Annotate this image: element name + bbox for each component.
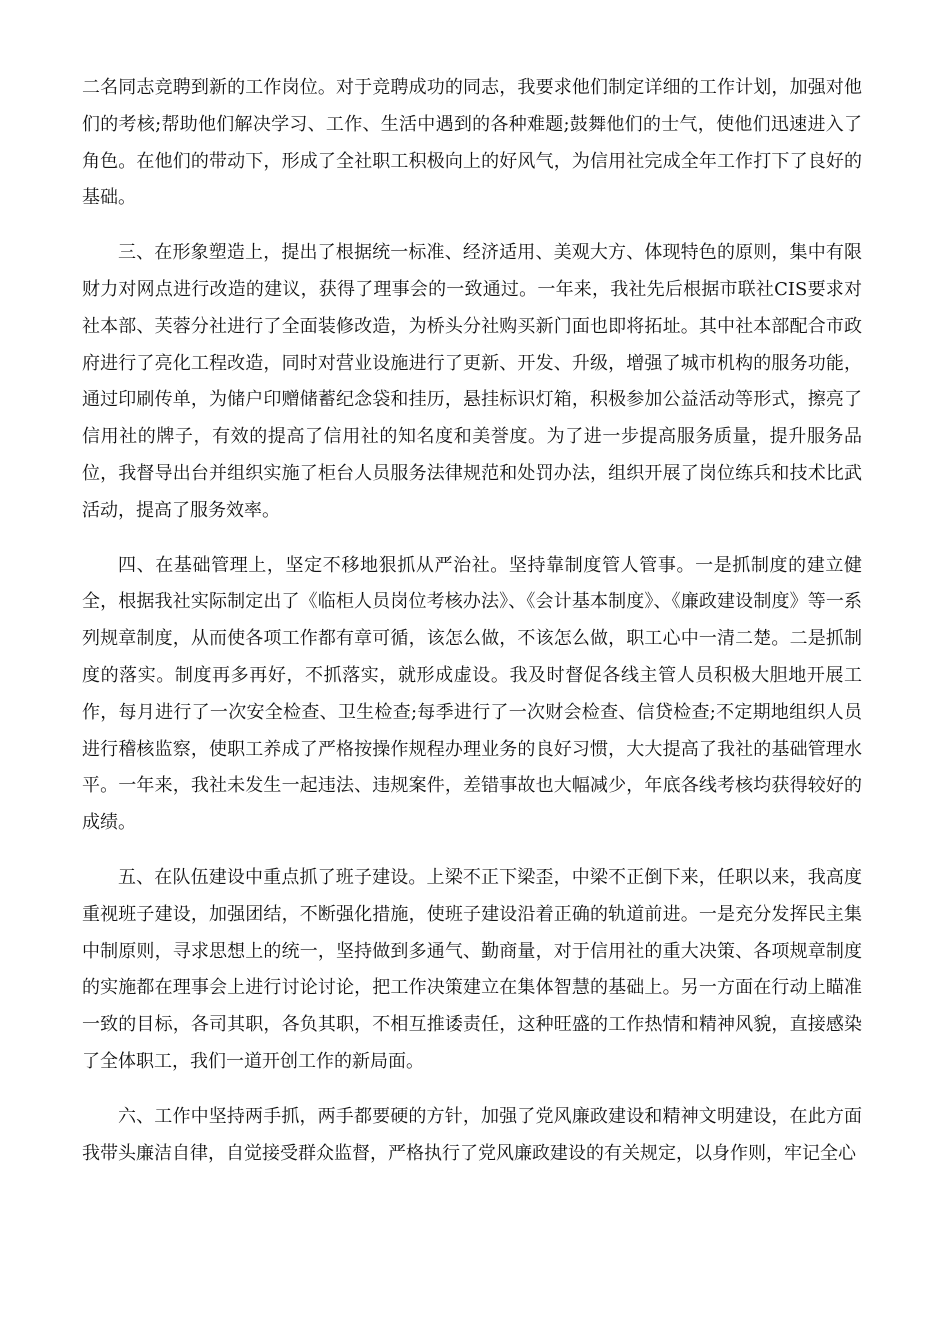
paragraph-basic-management: 四、在基础管理上，坚定不移地狠抓从严治社。坚持靠制度管人管事。一是抓制度的建立健全，根据我社实际制定出了《临柜人员岗位考核办法》、《会计基本制度》、《廉政建设制度》等一系列规章制度，从而使各项工作都有章可循，该怎么做，不该怎么做，职工心中一清二楚。二是抓制度的落实。制度再多再好，不抓落实，就形成虚设。我及时督促各线主管人员积极大胆地开展工作，每月进行了一次安全检查、卫生检查;每季进行了一次财会检查、信贷检查;不定期地组织人员进行稽核监察，使职工养成了严格按操作规程办理业务的良好习惯，大大提高了我社的基础管理水平。一年来，我社未发生一起违法、违规案件，差错事故也大幅减少，年底各线考核均获得较好的成绩。 [82, 554, 862, 834]
paragraph-image-building: 三、在形象塑造上，提出了根据统一标准、经济适用、美观大方、体现特色的原则，集中有限财力对网点进行改造的建议，获得了理事会的一致通过。一年来，我社先后根据市联社CIS要求对社本部、芙蓉分社进行了全面装修改造，为桥头分社购买新门面也即将拓址。其中社本部配合市政府进行了亮化工程改造，同时对营业设施进行了更新、开发、升级，增强了城市机构的服务功能，通过印刷传单，为储户印赠储蓄纪念袋和挂历，悬挂标识灯箱，积极参加公益活动等形式，擦亮了信用社的牌子，有效的提高了信用社的知名度和美誉度。为了进一步提高服务质量，提升服务品位，我督导出台并组织实施了柜台人员服务法律规范和处罚办法，组织开展了岗位练兵和技术比武活动，提高了服务效率。 [82, 242, 862, 521]
paragraph-continuation: 二名同志竞聘到新的工作岗位。对于竞聘成功的同志，我要求他们制定详细的工作计划，加强对他们的考核;帮助他们解决学习、工作、生活中遇到的各种难题;鼓舞他们的士气，使他们迅速进入了角色。在他们的带动下，形成了全社职工积极向上的好风气，为信用社完成全年工作打下了良好的基础。 [82, 77, 862, 209]
paragraph-two-hands: 六、工作中坚持两手抓，两手都要硬的方针，加强了党风廉政建设和精神文明建设，在此方面我带头廉洁自律，自觉接受群众监督，严格执行了党风廉政建设的有关规定，以身作则，牢记全心 [82, 1105, 862, 1164]
paragraph-team-building: 五、在队伍建设中重点抓了班子建设。上梁不正下梁歪，中梁不正倒下来，任职以来，我高度重视班子建设，加强团结，不断强化措施，使班子建设沿着正确的轨道前进。一是充分发挥民主集中制原则，寻求思想上的统一，坚持做到多通气、勤商量，对于信用社的重大决策、各项规章制度的实施都在理事会上进行讨论讨论，把工作决策建立在集体智慧的基础上。另一方面在行动上瞄准一致的目标，各司其职，各负其职，不相互推诿责任，这种旺盛的工作热情和精神风貌，直接感染了全体职工，我们一道开创工作的新局面。 [82, 866, 862, 1072]
